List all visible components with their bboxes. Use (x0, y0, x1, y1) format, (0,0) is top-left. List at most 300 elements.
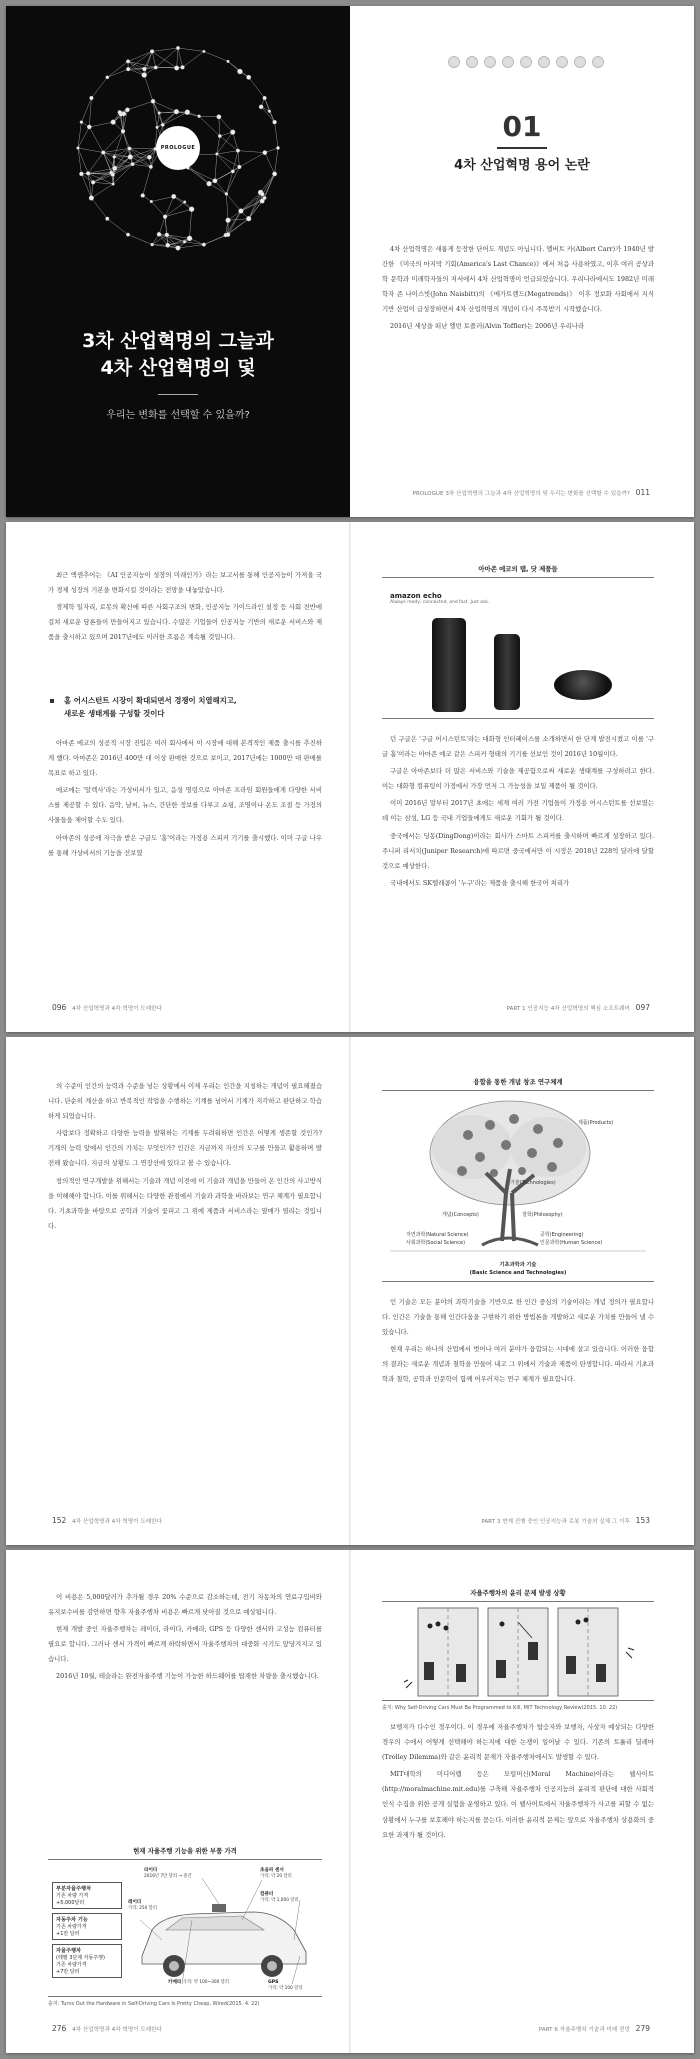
network-link (128, 235, 152, 245)
network-node (157, 232, 161, 236)
road-scenarios-illustration (382, 1602, 654, 1700)
tier-box (52, 1913, 122, 1940)
dot-icon (502, 56, 514, 68)
network-link (188, 168, 209, 184)
paragraph: 2016년 10월, 테슬라는 완전자율주행 기능이 가능한 하드웨어를 탑재한 차량을 출시했습니다. (56, 1672, 319, 1681)
car-illustration (122, 1860, 322, 1996)
network-link (128, 61, 156, 67)
network-link (220, 136, 238, 151)
network-node (213, 179, 217, 183)
paragraph: 에코에는 '알렉사'라는 가상비서가 있고, 음성 명령으로 아마존 프라임 회원들에게 다양한 서비스를 제공할 수 있다. 음악, 날씨, 뉴스, 간단한 정보를 다루고 쇼핑, 조명이나 온도 조절 등 가정의 사물들을 제어할 수도 있다. (48, 786, 322, 825)
body-text (48, 736, 322, 863)
network-link (183, 51, 204, 67)
sensor-price: 가격: 약 100~300 달러 (182, 1980, 230, 1985)
label-humanities: 인문과학(Human Science) (540, 1240, 603, 1246)
figure-title: 현재 자율주행 기능을 위한 부품 가격 (48, 1846, 322, 1860)
figure-source: 출처: Turns Out the Hardware in Self-Driving Cars Is Pretty Cheap, Wired(2015. 4. 22) (48, 2001, 260, 2007)
network-link (275, 148, 278, 174)
echo-tap-image (494, 634, 520, 710)
tier-line: (레벨 3단계 자동주행) (56, 1955, 105, 1961)
paragraph: 중국에서는 딩동(DingDong)이라는 회사가 스마트 스피커를 출시하며 빠르게 성장하고 있다. 주니퍼 리서치(Juniper Research)에 따르면 중국에서만 이 시장은 2018년 228억 달러에 달할 것으로 예상한다. (382, 831, 654, 870)
label-technologies: 기술(Technologies) (510, 1180, 556, 1186)
tier-line: +7만 달러 (56, 1969, 80, 1975)
network-link (174, 196, 192, 209)
network-node (113, 155, 116, 158)
network-node (272, 172, 276, 176)
network-link (151, 196, 173, 201)
spread-3 (6, 1037, 694, 1545)
network-node (189, 207, 194, 212)
network-node (87, 125, 91, 129)
network-link (217, 154, 233, 171)
figure-ethics-scenarios (382, 1588, 654, 1711)
network-link (219, 117, 220, 136)
network-node (238, 165, 242, 169)
network-node (141, 194, 145, 198)
network-link (177, 48, 178, 68)
network-node (187, 236, 192, 241)
network-node (227, 60, 230, 63)
sensor-name: 카메라 (168, 1980, 182, 1985)
label-philosophy: 철학(Philosophy) (522, 1212, 563, 1218)
prologue-badge: PROLOGUE (156, 126, 200, 170)
network-node (207, 181, 212, 186)
network-link (275, 122, 278, 148)
paragraph: 국내에서도 SK텔레콤이 '누구'라는 제품을 출시해 한국어 처리가 (390, 878, 570, 887)
network-link (209, 184, 226, 194)
paragraph: 최근 액센추어는 《AI 인공지능이 성장의 미래인가》라는 보고서를 통해 인공지능이 가져올 국가 경제 성장의 기본을 변화시킬 것이라는 전망을 내놓았습니다. (48, 571, 322, 595)
body-text (48, 568, 322, 647)
network-link (107, 219, 128, 235)
dot-icon (520, 56, 532, 68)
network-link (128, 61, 144, 69)
tier-box (52, 1944, 122, 1978)
network-link (107, 69, 128, 77)
dot-icon (592, 56, 604, 68)
network-link (107, 61, 128, 77)
cover-divider (158, 394, 198, 395)
sensor-name: 라이다 (144, 1868, 158, 1873)
tree-base-line2: (Basic Science and Technologies) (469, 1270, 567, 1276)
paragraph: 아마존 에코의 성공적 시장 진입은 여러 회사에서 이 시장에 대해 본격적인 제품 출시를 추진하게 했다. 아마존은 2016년 400만 대 이상 판매한 것으로 보이고, 2017년에는 1000만 대 판매를 목표로 하고 있다. (48, 739, 322, 778)
figure-concept-tree (382, 1077, 654, 1285)
network-link (143, 167, 151, 196)
figure-car-sensor-prices (48, 1846, 322, 2012)
network-link (178, 245, 204, 248)
network-node (113, 166, 117, 170)
page-276 (6, 1550, 350, 2053)
network-node (176, 46, 179, 49)
page-097 (350, 522, 694, 1032)
network-link (89, 127, 103, 153)
page-number: 152 (52, 1516, 67, 1525)
network-link (163, 112, 188, 125)
network-link (123, 131, 130, 148)
network-node (230, 130, 235, 135)
footer-running-title: PART 3 현재 진행 중인 인공지능과 로봇 기술의 실체 그 이후 (481, 1519, 630, 1525)
network-node (165, 233, 169, 237)
network-link (78, 122, 81, 148)
sensor-name: 레이더 (128, 1900, 142, 1905)
network-node (276, 146, 279, 149)
network-node (105, 217, 109, 221)
tree-base-label (382, 1261, 654, 1277)
network-node (226, 233, 230, 237)
page-279 (350, 1550, 694, 2053)
network-link (233, 132, 238, 150)
network-node (246, 216, 251, 221)
cover-title-line2: 4차 산업혁명의 덫 (100, 357, 256, 379)
network-node (150, 49, 154, 53)
page-footer (48, 1003, 162, 1012)
network-link (217, 136, 220, 154)
dot-icon (538, 56, 550, 68)
body-text (382, 242, 654, 337)
network-link (238, 151, 239, 167)
network-node (176, 246, 181, 251)
network-link (165, 209, 192, 216)
cover-title-line1: 3차 산업혁명의 그늘과 (82, 330, 274, 352)
page-096 (6, 522, 350, 1032)
network-node (171, 194, 175, 198)
section-heading (64, 694, 310, 720)
network-node (131, 162, 135, 166)
network-node (231, 170, 234, 173)
paragraph: 이 비용은 5,000달러가 추가될 경우 20% 수준으로 감소하는데, 전기 자동차의 연료구입비와 유지보수비를 감안하면 향후 자율주행차 비용은 빠르게 낮아질 것으로 예상됩니다. (48, 1593, 322, 1617)
page-number: 097 (635, 1003, 650, 1012)
network-node (79, 172, 83, 176)
network-node (215, 153, 218, 156)
figure-title: 융합을 통한 개념 창조 연구체계 (382, 1077, 654, 1091)
tier-line: +5,000달러 (56, 1900, 85, 1906)
sensor-price: 가격: 약 1,000 달러 (260, 1898, 299, 1903)
network-node (158, 112, 161, 115)
footer-running-title: 4차 산업혁명과 4차 혁명이 도래한다 (72, 1519, 162, 1525)
page-153 (350, 1037, 694, 1545)
dot-icon (484, 56, 496, 68)
sensor-name: 초음파 센서 (260, 1868, 284, 1873)
figure-source: 출처: Why Self-Driving Cars Must Be Programmed to Kill, MIT Technology Review(2015. 10. 22) (382, 1705, 618, 1711)
network-node (259, 105, 263, 109)
network-link (199, 116, 219, 117)
tier-title: 자율주행차 (56, 1948, 82, 1954)
chapter-opening-page (350, 6, 694, 517)
paragraph: MIT대학의 미디어랩 등은 모럴머신(Moral Machine)이라는 웹사이트(http://moralmachine.mit.edu)를 구축해 자율주행차 인공지능의 윤리적 판단에 대한 사회적 인식 수집을 위한 공개 실험을 운영하고 있다. 이 웹사이트에서 자율주행차가 사고를 피할 수 없는 상황에서 누구를 보호해야 하는지를 묻는다. 이러한 윤리적 문제는 앞으로 자율주행차 상용화의 중요한 과제가 될 것이다. (382, 1770, 654, 1839)
network-link (163, 112, 177, 125)
network-link (217, 154, 240, 167)
network-link (127, 101, 153, 110)
chapter-divider (497, 147, 547, 149)
network-node (151, 99, 155, 103)
network-node (90, 96, 94, 100)
network-node (247, 75, 251, 79)
label-products: 제품(Products) (578, 1120, 614, 1126)
page-number: 276 (52, 2024, 67, 2033)
paragraph: 보행자가 다수인 경우이다. 이 경우에 자율주행차가 탑승자와 보행자, 사상자 예상되는 다양한 경우의 수에서 어떻게 선택해야 하는지에 대한 논쟁이 일어날 수 있다. 기존의 트롤리 딜레마(Trolley Dilemma)와 같은 윤리적 문제가 자율주행차에서도 발생할 수 있다. (382, 1723, 654, 1762)
sensor-label-ultrasonic (260, 1868, 292, 1880)
network-link (219, 117, 233, 132)
network-link (144, 51, 152, 75)
body-text (382, 1720, 654, 1845)
page-number: 279 (635, 2024, 650, 2033)
network-node (89, 196, 94, 201)
sensor-label-gps (268, 1980, 303, 1992)
cover-title (6, 328, 350, 382)
network-node (151, 243, 154, 246)
paragraph: 구글은 아마존보다 더 많은 서비스와 기술을 제공함으로써 새로운 생태계를 구성하려고 한다. 이는 대화형 컴퓨팅이 가정에서 가장 먼저 그 가능성을 보일 제품이 될 것이다. (382, 767, 654, 791)
sensor-price: 가격: 약 100 달러 (268, 1986, 303, 1991)
sensor-label-radar (128, 1900, 157, 1912)
network-node (166, 243, 170, 247)
section-heading-line1: 홈 어시스턴트 시장이 확대되면서 경쟁이 치열해지고, (64, 696, 237, 705)
amazon-echo-logo (390, 592, 489, 605)
tier-line: 기존 차량가격 (56, 1924, 87, 1930)
tier-title: 자동주차 기능 (56, 1917, 88, 1923)
network-link (204, 51, 228, 61)
tree-base-line1: 기초과학과 기술 (499, 1262, 537, 1268)
page-number: 153 (635, 1516, 650, 1525)
network-link (217, 151, 238, 154)
network-link (165, 217, 168, 246)
network-node (126, 60, 130, 64)
chapter-title: 4차 산업혁명 용어 논란 (454, 158, 590, 173)
prologue-cover-page (6, 6, 350, 517)
network-link (228, 219, 249, 221)
network-node (174, 109, 179, 114)
figure-title: 자율주행차의 윤리 문제 발생 상황 (382, 1588, 654, 1602)
gutter (349, 1037, 351, 1545)
network-link (159, 217, 165, 235)
network-node (128, 147, 131, 150)
network-node (86, 171, 90, 175)
sensor-name: 컴퓨터 (260, 1892, 274, 1897)
label-concepts: 개념(Concepts) (442, 1212, 479, 1218)
network-link (215, 181, 226, 194)
figure-amazon-echo (382, 564, 654, 722)
network-link (249, 77, 265, 98)
network-node (126, 233, 129, 236)
network-node (150, 200, 153, 203)
network-node (183, 240, 186, 243)
network-link (228, 61, 249, 77)
body-text (48, 1079, 322, 1236)
label-social-science: 사회과학(Social Science) (406, 1240, 466, 1246)
sensor-label-computer (260, 1892, 299, 1904)
dot-icon (574, 56, 586, 68)
page-footer (539, 2024, 654, 2033)
network-node (181, 65, 185, 69)
network-link (152, 51, 156, 67)
sensor-label-lidar (144, 1868, 192, 1880)
sensor-name: GPS (268, 1980, 279, 1985)
network-link (144, 75, 153, 101)
paragraph: 의 수준이 인간의 능력과 수준을 넘는 상황에서 이제 우리는 인간을 지칭하는 개념이 필요해졌습니다. 단순히 계산을 하고 반복적인 작업을 수행하는 기계를 넘어서 기계가 지각하고 판단하고 학습하게 되었습니다. (48, 1082, 322, 1121)
paragraph: 인 기술은 모든 분야의 과학기술을 기반으로 한 인간 중심의 기술이라는 개념 정의가 필요합니다. 인간은 기술을 통해 인간다움을 구현하기 위한 방법론을 개발하고 새로운 가치를 만들어 낼 수 있습니다. (382, 1298, 654, 1337)
echo-speaker-image (432, 618, 466, 712)
tree-illustration (382, 1091, 654, 1281)
spread-4 (6, 1550, 694, 2053)
network-node (111, 120, 116, 125)
network-link (91, 198, 107, 219)
page-number: 096 (52, 1003, 67, 1012)
network-node (218, 134, 221, 137)
network-link (226, 194, 228, 220)
tier-line: 기존 차량 가격 (56, 1893, 89, 1899)
network-node (226, 218, 231, 223)
network-node (91, 180, 95, 184)
network-link (78, 127, 89, 148)
network-link (178, 48, 204, 51)
figure-image (48, 1860, 322, 1997)
network-link (178, 48, 183, 67)
network-link (215, 154, 217, 181)
figure-title: 아마존 에코의 탭, 닷 제품들 (382, 564, 654, 578)
network-link (91, 77, 107, 98)
network-link (156, 48, 178, 67)
network-node (101, 151, 105, 155)
network-link (238, 151, 265, 153)
network-link (199, 116, 220, 136)
page-footer (481, 1516, 654, 1525)
chapter-number: 01 (502, 110, 542, 143)
network-node (183, 201, 186, 204)
network-node (147, 155, 151, 159)
paragraph: 경제학 일자리, 로봇의 확산에 따른 사회구조의 변화, 인공지능 가이드라인 설정 등 사회 전반에 걸쳐 새로운 담론들이 만들어지고 있습니다. 수많은 기업들이 인공지능 기반의 새로운 서비스와 제품을 출시하고 있으며 2017년에도 이러한 흐름은 계속될 것입니다. (48, 603, 322, 642)
network-node (174, 66, 179, 71)
network-link (152, 48, 178, 51)
network-link (262, 174, 274, 194)
paragraph: 던 구글은 '구글 어시스턴트'라는 대화형 인터페이스를 소개하면서 한 단계 발전시켰고 이를 '구글 홈'이라는 아마존 에코 같은 스피커 형태의 기기를 선보인 것이 2016년 10월이다. (382, 735, 654, 759)
network-link (265, 174, 275, 198)
network-node (268, 110, 271, 113)
figure-image (382, 1602, 654, 1701)
page-footer (413, 488, 654, 497)
network-link (128, 51, 152, 69)
body-text (382, 732, 654, 893)
cover-subtitle: 우리는 변화를 선택할 수 있을까? (106, 410, 250, 421)
network-node (273, 120, 277, 124)
network-node (154, 66, 157, 69)
paragraph: 2016년 세상을 떠난 엘빈 토플러(Alvin Toffler)는 2006년 우리나라 (390, 322, 585, 331)
network-link (91, 184, 113, 198)
network-link (123, 131, 130, 157)
network-link (190, 209, 192, 238)
paragraph: 현재 우리는 하나의 산업에서 벗어나 여러 분야가 융합되는 시대에 살고 있습니다. 이러한 융합의 결과는 새로운 개념과 철학을 만들어 내고 그 위에서 기술과 제품이 탄생합니다. 따라서 기초과학과 철학, 공학과 인문학이 함께 어우러지는 연구 체계가 필요합니다. (382, 1345, 654, 1384)
page-152 (6, 1037, 350, 1545)
network-node (111, 173, 115, 177)
network-link (209, 171, 233, 183)
network-link (89, 122, 113, 127)
network-node (121, 129, 125, 133)
network-node (203, 50, 206, 53)
network-node (236, 149, 240, 153)
spread-2 (6, 522, 694, 1032)
sensor-label-camera (168, 1980, 229, 1986)
footer-running-title: 4차 산업혁명과 4차 혁명이 도래한다 (72, 2027, 162, 2033)
body-text (382, 1295, 654, 1390)
tier-line: 기존 차량가격 (56, 1962, 87, 1968)
network-link (265, 153, 275, 174)
network-node (156, 126, 159, 129)
body-text (48, 1590, 322, 1687)
spread-1 (6, 6, 694, 517)
network-node (142, 73, 147, 78)
footer-running-title: PART 1 인공지능 4차 산업혁명의 핵심 소프트웨어 (506, 1006, 630, 1012)
network-node (149, 165, 153, 169)
network-node (185, 110, 190, 115)
page-footer (507, 1003, 655, 1012)
network-link (78, 148, 103, 153)
gutter (349, 1550, 351, 2053)
chapter-dots-decoration (448, 56, 604, 68)
section-heading-line2: 새로운 생태계를 구성할 것이다 (64, 709, 165, 718)
label-engineering: 공학(Engineering) (540, 1232, 584, 1238)
page-number: 011 (635, 488, 650, 497)
figure-image (382, 578, 654, 719)
network-link (103, 131, 123, 152)
network-link (167, 235, 190, 239)
network-node (225, 192, 228, 195)
network-link (228, 211, 241, 235)
paragraph: 현재 개발 중인 자율주행차는 레이더, 라이다, 카메라, GPS 등 다양한 센서와 고성능 컴퓨터를 필요로 합니다. 그러나 센서 가격이 빠르게 하락하면서 자율주행차의 대중화 시기도 앞당겨지고 있습니다. (48, 1625, 322, 1664)
network-node (106, 76, 109, 79)
network-node (202, 243, 206, 247)
dot-icon (556, 56, 568, 68)
tier-box (52, 1882, 122, 1909)
network-node (217, 115, 221, 119)
network-link (187, 165, 209, 184)
dot-icon (448, 56, 460, 68)
network-node (163, 215, 167, 219)
dot-icon (466, 56, 478, 68)
paragraph: 이미 2016년 말부터 2017년 초에는 세계 여러 가전 기업들이 가정용 어시스턴트를 선보였는데 이는 삼성, LG 등 국내 기업들에게도 새로운 기회가 될 것이다. (382, 799, 654, 823)
paragraph: 아마존의 성공에 자극을 받은 구글도 '홈'이라는 가정용 스피커 기기를 출시했다. 이미 구글 나우를 통해 가상비서의 기능을 선보였 (48, 833, 322, 857)
page-footer (48, 2024, 162, 2033)
network-node (126, 67, 130, 71)
car-price-tiers (52, 1882, 122, 1982)
network-node (263, 96, 267, 100)
sensor-price: 가격: 약 20 달러 (260, 1874, 292, 1879)
footer-running-title: 4차 산업혁명과 4차 혁명이 도래한다 (72, 1006, 162, 1012)
network-node (263, 151, 267, 155)
page-footer (48, 1516, 162, 1525)
gutter (349, 522, 351, 1032)
paragraph: 4차 산업혁명은 새롭게 등장한 단어도 개념도 아닙니다. 엘버트 카(Albert Carr)가 1940년 발간한 《미국의 마지막 기회(America's Last Chance)》에서 처음 사용하였고, 이후 여러 공상과학 문학과 미래학자들의 저서에서 4차 산업혁명이 언급되었습니다. 우리나라에서도 1982년 미래학자 존 나이스빗(John Naisbitt)의 《메가트렌드(Megatrends)》 이후 정보화 사회에서 지식 기반 산업이 급성장하면서 4차 산업혁명의 개념이 다시 주목받기 시작했습니다. (382, 245, 654, 314)
network-link (151, 202, 165, 217)
tier-title: 부분자율주행차 (56, 1886, 92, 1892)
sensor-price: 2016년 7만 달러 → 중간 (144, 1874, 192, 1879)
network-node (263, 196, 266, 199)
network-node (112, 183, 115, 186)
network-node (237, 69, 242, 74)
network-node (142, 67, 146, 71)
network-link (188, 168, 215, 181)
network-node (80, 121, 83, 124)
network-link (130, 149, 155, 157)
network-link (226, 194, 241, 211)
paragraph: 사람보다 정확하고 다양한 능력을 발휘하는 기계를 두려워하면 인간은 어떻게 생존할 것인가? 기계의 능력 앞에서 인간의 가치는 무엇인가? 인간은 지금까지 자신의 도구를 만들고 활용하며 발전해 왔습니다. 지금의 상황도 그 연장선에 있다고 볼 수 있습니다. (48, 1129, 322, 1168)
network-link (88, 153, 103, 174)
sensor-price: 가격: 250 달러 (128, 1906, 157, 1911)
paragraph: 창의적인 연구개발을 위해서는 기술과 개념 이전에 이 기술과 개념을 만들어 온 인간의 사고방식을 이해해야 합니다. 이를 위해서는 다양한 관점에서 기술과 과학을 바라보는 연구 체계가 필요합니다. 기초과학을 바탕으로 공학과 기술이 꽃피고 그 위에 제품과 서비스라는 열매가 열리는 것입니다. (48, 1176, 322, 1230)
figure-image (382, 1091, 654, 1282)
network-node (261, 192, 265, 196)
network-link (261, 107, 274, 122)
network-node (118, 110, 122, 114)
tier-line: +1만 달러 (56, 1931, 80, 1937)
network-node (125, 108, 129, 112)
label-natural-science: 자연과학(Natural Science) (406, 1232, 469, 1238)
